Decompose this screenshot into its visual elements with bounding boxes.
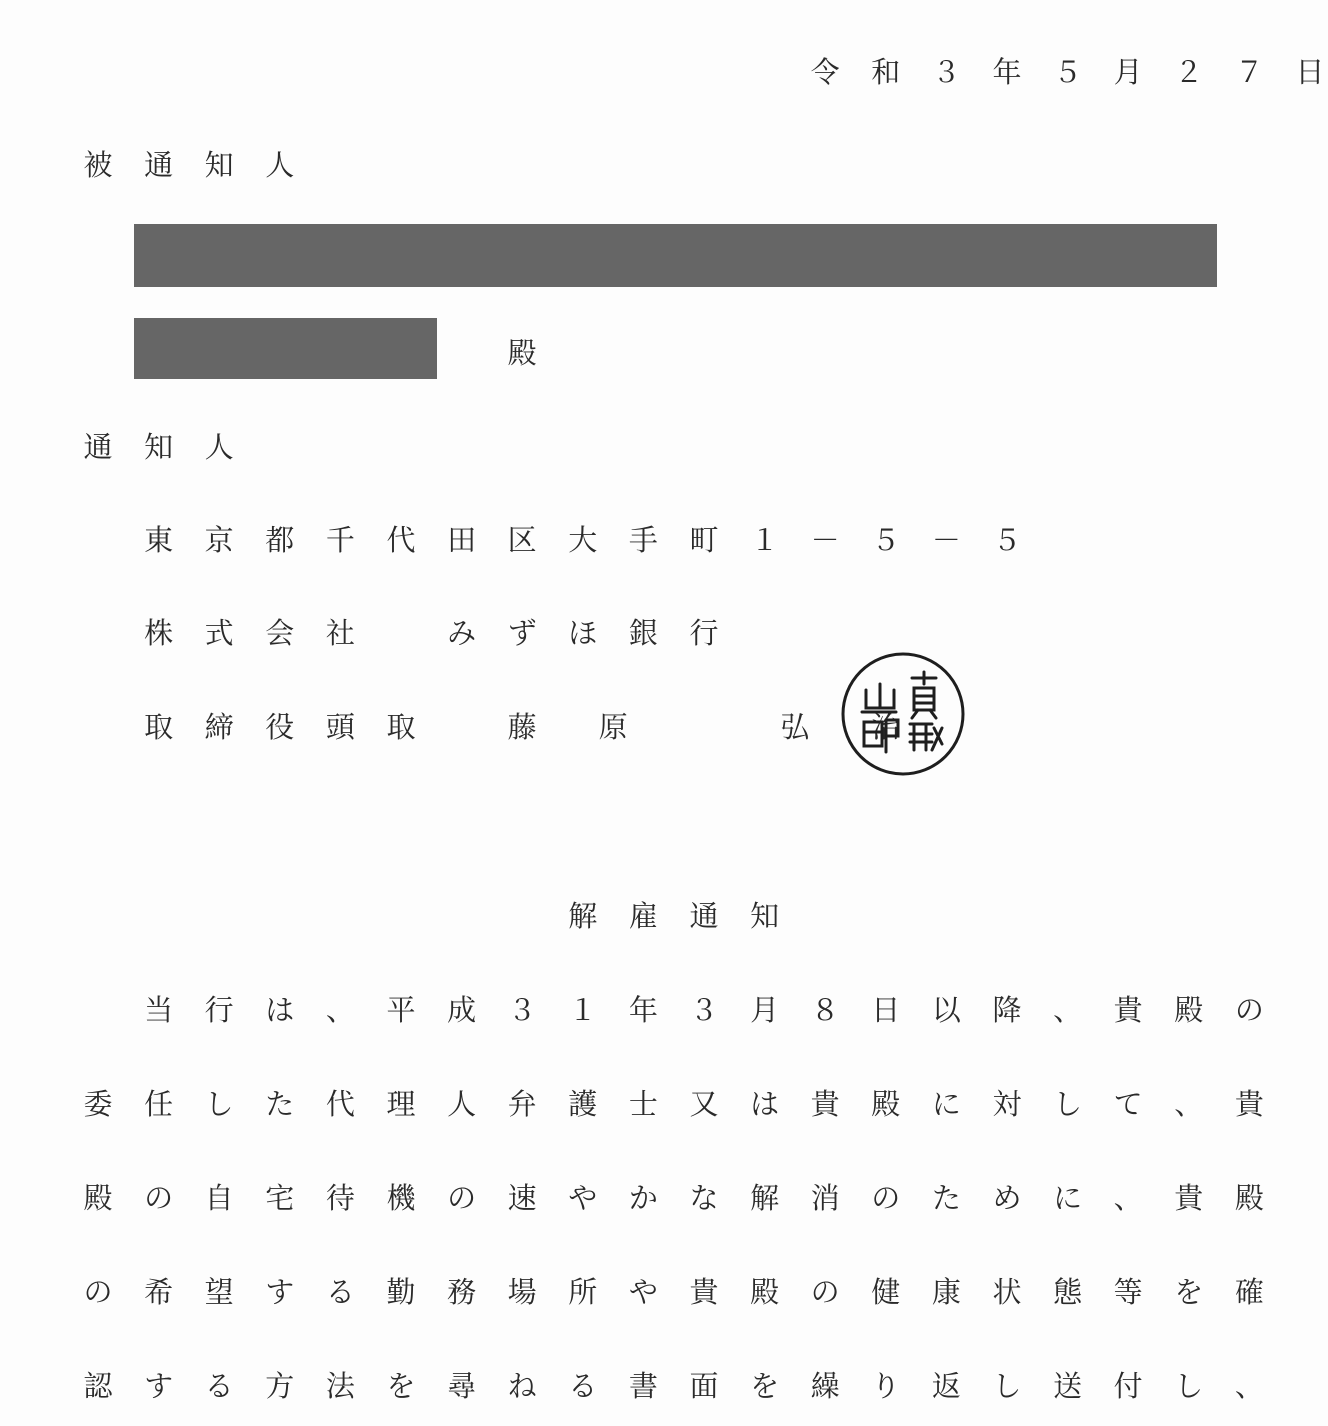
char: 取 [386,710,416,744]
char: ね [507,1369,537,1403]
char: を [750,1369,780,1403]
char: 士 [628,1087,658,1121]
char: 被 [83,148,113,182]
char: 理 [386,1087,416,1121]
char: 務 [447,1275,477,1309]
char: 消 [810,1181,840,1215]
char: や [568,1181,598,1215]
char: に [1053,1181,1083,1215]
char: す [144,1369,174,1403]
char: を [1174,1275,1204,1309]
char: し [992,1369,1022,1403]
char: ３ [507,993,537,1027]
char: 速 [507,1181,537,1215]
document-date [0,52,1328,92]
char: り [871,1369,901,1403]
char: 護 [568,1087,598,1121]
char: を [386,1369,416,1403]
sender-name [0,707,1328,747]
sender-company [0,613,1328,653]
char: ず [507,616,537,650]
char: 殿 [83,1181,113,1215]
char: 通 [144,148,174,182]
char: 行 [689,616,719,650]
char: 代 [386,523,416,557]
char: 勤 [386,1275,416,1309]
char: 又 [689,1087,719,1121]
char: し [1053,1087,1083,1121]
char: ほ [568,616,598,650]
char: 人 [204,430,234,464]
char: 殿 [871,1087,901,1121]
char: 会 [265,616,295,650]
char: の [871,1181,901,1215]
char: 尋 [447,1369,477,1403]
char: 健 [871,1275,901,1309]
char: 、 [1234,1369,1264,1403]
char: 藤 [507,710,537,744]
char: 所 [568,1275,598,1309]
char: の [144,1181,174,1215]
char: 年 [992,55,1022,89]
char: ３ [931,55,961,89]
char: か [628,1181,658,1215]
char: 貴 [1234,1087,1264,1121]
char: 繰 [810,1369,840,1403]
char: ８ [810,993,840,1027]
char: 対 [992,1087,1022,1121]
char: 解 [750,1181,780,1215]
char: 人 [447,1087,477,1121]
char: 行 [204,993,234,1027]
char: 株 [144,616,174,650]
char: 殿 [750,1275,780,1309]
char: 殿 [507,336,537,370]
char: み [447,616,477,650]
char: 状 [992,1275,1022,1309]
char: 方 [265,1369,295,1403]
char: め [992,1181,1022,1215]
char: 降 [992,993,1022,1027]
char: 成 [447,993,477,1027]
char: ３ [689,993,719,1027]
char: の [810,1275,840,1309]
char: 日 [1295,55,1325,89]
char: 弁 [507,1087,537,1121]
char: す [265,1275,295,1309]
char: 以 [931,993,961,1027]
char: ５ [992,523,1022,557]
char: 認 [83,1369,113,1403]
char: 希 [144,1275,174,1309]
char: 人 [265,148,295,182]
char: 手 [628,523,658,557]
body-line [0,1366,1328,1406]
char: て [1113,1087,1143,1121]
char: 通 [689,899,719,933]
char: 取 [144,710,174,744]
char: 貴 [810,1087,840,1121]
body-line [0,1178,1328,1218]
char: ７ [1234,55,1264,89]
recipient-honorific [0,333,1328,373]
char: は [750,1087,780,1121]
char: 町 [689,523,719,557]
char: 貴 [1174,1181,1204,1215]
char: 知 [750,899,780,933]
char: る [204,1369,234,1403]
char: る [325,1275,355,1309]
char: 確 [1234,1275,1264,1309]
char: １ [750,523,780,557]
char: 締 [204,710,234,744]
char: ５ [871,523,901,557]
char: 等 [1113,1275,1143,1309]
char: 殿 [1234,1181,1264,1215]
char: 貴 [689,1275,719,1309]
char: ２ [1174,55,1204,89]
char: 任 [144,1087,174,1121]
char: 東 [144,523,174,557]
char: 通 [83,430,113,464]
char: 解 [568,899,598,933]
char: 代 [325,1087,355,1121]
recipient-label [0,145,1328,185]
char: 大 [568,523,598,557]
char: 面 [689,1369,719,1403]
document-title [0,896,1328,936]
char: る [568,1369,598,1403]
char: ５ [1053,55,1083,89]
char: な [689,1181,719,1215]
char: 望 [204,1275,234,1309]
char: 和 [871,55,901,89]
char: 月 [750,993,780,1027]
char: 、 [1053,993,1083,1027]
char: に [931,1087,961,1121]
char: 治 [871,710,901,744]
char: 社 [325,616,355,650]
char: の [447,1181,477,1215]
char: の [83,1275,113,1309]
char: し [1174,1369,1204,1403]
char: 弘 [780,710,810,744]
char: 返 [931,1369,961,1403]
char: 京 [204,523,234,557]
char: の [1234,993,1264,1027]
char: 令 [810,55,840,89]
char: 千 [325,523,355,557]
char: 頭 [325,710,355,744]
char: 田 [447,523,477,557]
char: 当 [144,993,174,1027]
char: － [931,523,961,557]
redacted-recipient-address [134,224,1217,287]
body-line [0,1272,1328,1312]
char: 殿 [1174,993,1204,1027]
char: 、 [1174,1087,1204,1121]
char: し [204,1087,234,1121]
company-seal-icon [838,650,968,778]
char: 年 [628,993,658,1027]
char: 知 [204,148,234,182]
char: 機 [386,1181,416,1215]
char: や [628,1275,658,1309]
char: 知 [144,430,174,464]
char: 付 [1113,1369,1143,1403]
char: た [265,1087,295,1121]
char: 区 [507,523,537,557]
char: 自 [204,1181,234,1215]
char: 平 [386,993,416,1027]
body-line [0,990,1328,1030]
char: 送 [1053,1369,1083,1403]
char: 都 [265,523,295,557]
char: は [265,993,295,1027]
char: 、 [325,993,355,1027]
char: 書 [628,1369,658,1403]
char: 康 [931,1275,961,1309]
char: 場 [507,1275,537,1309]
char: － [810,523,840,557]
char: 雇 [628,899,658,933]
char: た [931,1181,961,1215]
char: 態 [1053,1275,1083,1309]
char: 銀 [628,616,658,650]
char: 日 [871,993,901,1027]
char: 、 [1113,1181,1143,1215]
char: 月 [1113,55,1143,89]
sender-label [0,427,1328,467]
char: １ [568,993,598,1027]
char: 待 [325,1181,355,1215]
char: 役 [265,710,295,744]
char: 式 [204,616,234,650]
sender-address [0,520,1328,560]
char: 貴 [1113,993,1143,1027]
body-line [0,1084,1328,1124]
char: 委 [83,1087,113,1121]
char: 法 [325,1369,355,1403]
char: 原 [598,710,628,744]
char: 宅 [265,1181,295,1215]
